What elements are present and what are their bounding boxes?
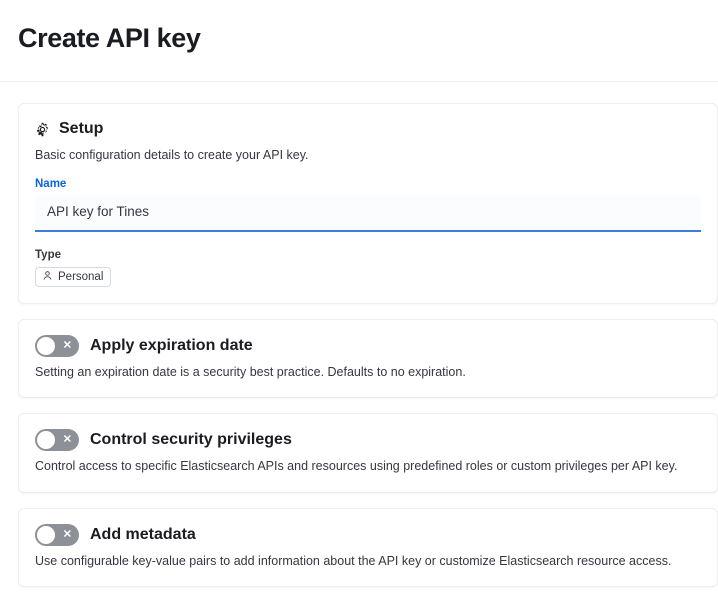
expiration-panel: [18, 319, 718, 399]
setup-description: Basic configuration details to create your API key.: [35, 148, 309, 163]
page-header: [0, 0, 718, 54]
metadata-panel: [18, 508, 718, 588]
name-label: Name: [35, 177, 67, 190]
gear-icon: [35, 122, 50, 137]
page-title: Create API key: [18, 23, 201, 53]
toggle-knob: [37, 337, 55, 355]
apply-expiration-date-toggle[interactable]: [35, 335, 79, 357]
user-icon: [42, 270, 53, 284]
expiration-toggle-row: [35, 335, 701, 357]
add-metadata-toggle[interactable]: [35, 524, 79, 546]
privileges-title: Control security privileges: [90, 431, 292, 449]
expiration-title: Apply expiration date: [90, 336, 253, 354]
type-badge-label: Personal: [58, 270, 104, 283]
metadata-title: Add metadata: [90, 525, 196, 543]
control-security-privileges-toggle[interactable]: [35, 429, 79, 451]
toggle-knob: [37, 526, 55, 544]
panels-container: [0, 82, 718, 587]
toggle-knob: [37, 431, 55, 449]
name-input[interactable]: [35, 194, 701, 232]
privileges-panel: [18, 413, 718, 493]
privileges-toggle-row: [35, 429, 701, 451]
setup-panel: [18, 103, 718, 303]
metadata-description: Use configurable key-value pairs to add information about the API key or customize Elasticsearch resource access.: [35, 553, 672, 568]
metadata-toggle-row: [35, 524, 701, 546]
privileges-description: Control access to specific Elasticsearch APIs and resources using predefined roles or custom privileges per API key.: [35, 459, 678, 474]
toggle-off-icon: ✕: [62, 339, 72, 352]
toggle-off-icon: ✕: [62, 433, 72, 446]
setup-title-row: [35, 119, 701, 140]
type-badge: [35, 267, 111, 287]
type-label: Type: [35, 248, 61, 261]
setup-title: Setup: [59, 120, 104, 138]
expiration-description: Setting an expiration date is a security best practice. Defaults to no expiration.: [35, 364, 466, 379]
toggle-off-icon: ✕: [62, 528, 72, 541]
